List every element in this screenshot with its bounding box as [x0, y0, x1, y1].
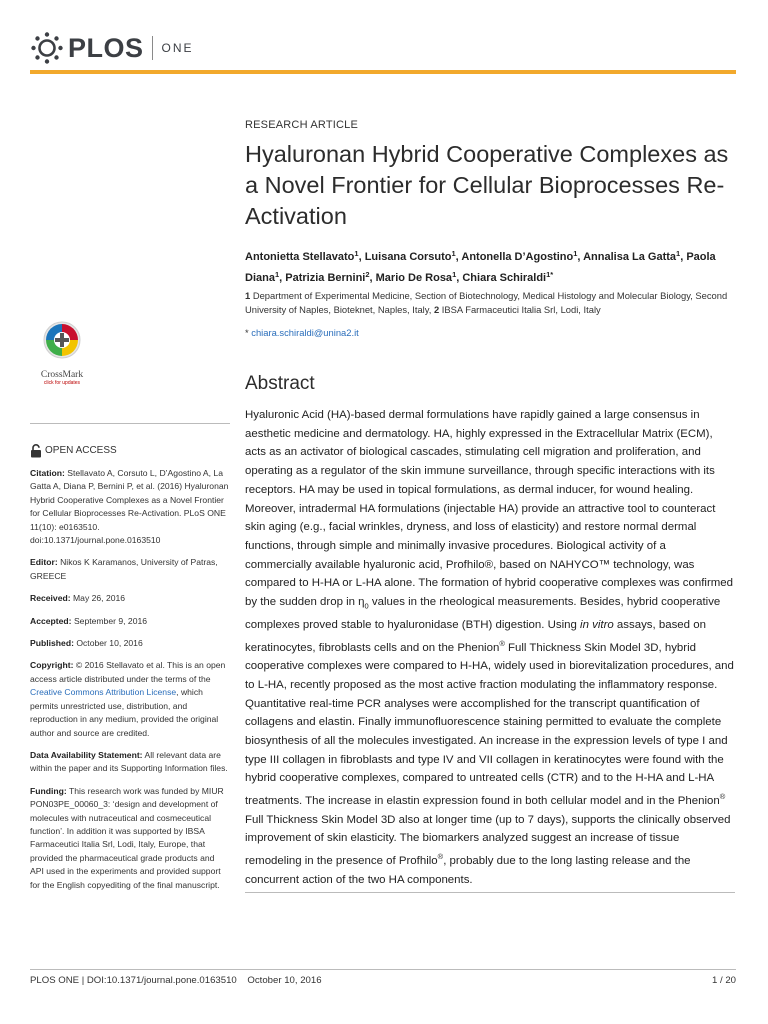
sidebar-metadata	[30, 444, 230, 901]
abstract-heading: Abstract	[245, 373, 315, 394]
abstract-fragment: 0	[364, 601, 369, 611]
sidebar-divider	[30, 423, 230, 424]
author-name: Mario De Rosa	[375, 272, 453, 284]
published-date: Published: October 10, 2016	[30, 638, 143, 649]
affiliation-number: 1	[245, 290, 251, 301]
abstract-fragment: ®	[719, 792, 726, 802]
crossmark-sublabel: click for updates	[43, 380, 81, 386]
author-name: Antonietta Stellavato	[245, 251, 355, 263]
affiliations	[245, 289, 740, 317]
editor: Editor: Nikos K Karamanos, University of Patras, GREECE	[30, 557, 218, 581]
abstract-fragment: values in the rheological measurements. Besides, hybrid cooperative complexes proved stable to hyaluronidase (BTH) digestion. Using	[245, 596, 721, 632]
funding: Funding: This research work was funded by MIUR PON03PE_00060_3: ‘design and development of molecules with nutraceutical and cosmeceutical function’. In addition it was supported by IBSA Farmaceutici Italia Srl, Lodi, Italy, Europe, that provided the pharmaceutical grade products and API used in the experiments and provided support for the English copyediting of the final manuscript.	[30, 785, 224, 890]
abstract-text	[245, 406, 735, 889]
crossmark-badge[interactable]	[34, 320, 90, 386]
corresponding-email	[245, 327, 359, 338]
article-type: RESEARCH ARTICLE	[245, 119, 359, 131]
author-affiliation-mark: 1*	[546, 270, 554, 279]
abstract-fragment: ®	[437, 852, 444, 862]
author-name: Luisana Corsuto	[364, 251, 452, 263]
plos-sun-icon	[30, 31, 64, 65]
citation: Citation: Stellavato A, Corsuto L, D’Agostino A, La Gatta A, Diana P, Bernini P, et al. (2016) Hyaluronan Hybrid Cooperative Complexes as a Novel Frontier for Cellular Bioprocesses Re-Activation. PLoS ONE 11(10): e0163510. doi:10.1371/journal.pone.0163510	[30, 468, 229, 546]
copyright: Copyright: © 2016 Stellavato et al. This is an open access article distributed under the terms of the Creative Commons Attribution License, which permits unrestricted use, distribution, and reproduction in any medium, provided the original author and source are credited.	[30, 660, 226, 738]
abstract-divider	[245, 892, 735, 893]
license-link[interactable]: Creative Commons Attribution License	[30, 687, 177, 698]
email-link[interactable]: chiara.schiraldi@unina2.it	[251, 327, 359, 338]
data-availability: Data Availability Statement: All relevant data are within the paper and its Supporting Information files.	[30, 749, 228, 774]
author-affiliation-mark: 1	[354, 249, 359, 258]
abstract-fragment: ®	[499, 638, 505, 648]
author-affiliation-mark: 1	[676, 249, 681, 258]
affiliation-text: Department of Experimental Medicine, Section of Biotechnology, Medical Histology and Molecular Biology, Second University of Naples, Bioteknet, Naples, Italy,	[245, 290, 728, 315]
received-date: Received: May 26, 2016	[30, 593, 126, 604]
author-affiliation-mark: 1	[573, 249, 578, 258]
header-rule	[30, 70, 736, 74]
author-affiliation-mark: 2	[365, 270, 370, 279]
author-affiliation-mark: 1	[451, 249, 456, 258]
corresponding-mark: *	[245, 327, 249, 338]
open-access-label: OPEN ACCESS	[45, 445, 117, 457]
plos-one-logo[interactable]	[30, 30, 194, 66]
logo-divider	[152, 36, 153, 60]
brand-name: PLOS	[68, 32, 144, 63]
abstract-fragment: Full Thickness Skin Model 3D, hybrid cooperative complexes were compared to H-HA, widely used in biorevitalization procedures, and to L-HA, recently proposed as the most active fraction modulating the inflammatory response. Quantitative real-time PCR analyses were accomplished for the transcript quantification of collagens and elastin. Finally immunofluorescence staining permitted to evaluate the complete biosynthesis of all the molecules investigated. An increase in the expression levels of type I and type III collagen in fibroblasts and type IV and VII collagen in keratinocytes were found with the hybrid cooperative complexes, compared to untreated cells (CTR) and to the H-HA and L-HA treatments. The increase in elastin expression found in both cellular model and in the Phenion	[245, 641, 734, 807]
abstract-fragment: in vitro	[580, 619, 614, 632]
affiliation-number: 2	[433, 304, 440, 315]
abstract-fragment: Hyaluronic Acid (HA)-based dermal formulations have rapidly gained a large consensus in aesthetic medicine and dermatology. HA, highly expressed in the Extracellular Matrix (ECM), acts as an activator of biological cascades, stimulating cell migration and proliferation, and operating as a regulator of the skin immune surveillance, through specific interactions with its receptors. HA may be used in topical formulations, as dermal inducer, for wound healing. Moreover, intradermal HA formulations (injectable HA) provide an attractive tool to counteract skin aging (e.g., facial wrinkles, dryness, and loss of elasticity) and restore normal dermal functions, through simple and minimally invasive procedures. Biological activity of a commercially available hyaluronic acid, Profhilo®, based on NAHYCO™ technology, was compared to H-HA or L-HA alone. The formation of hybrid cooperative complexes was confirmed by the sudden drop in η	[245, 409, 734, 609]
author-name: Chiara Schiraldi	[462, 272, 547, 284]
open-lock-icon	[30, 444, 42, 458]
author-list: Antonietta Stellavato$^1$, Luisana Corsuto$^1$, Antonella D’Agostino$^1$, Annalisa La Gatta$^1$, Paola Diana$^1$, Patrizia Bernini$^2$, Mario De Rosa$^1$, Chiara Schiraldi$^{1*}$	[245, 249, 716, 284]
author-name: Paola Diana	[245, 251, 716, 284]
open-access-badge	[30, 444, 230, 458]
crossmark-icon	[42, 320, 82, 364]
page-number: 1 / 20	[711, 975, 736, 986]
crossmark-label: CrossMark	[40, 370, 84, 380]
affiliation-text: IBSA Farmaceutici Italia Srl, Lodi, Italy	[439, 304, 601, 315]
footer-citation: PLOS ONE | DOI:10.1371/journal.pone.0163510 October 10, 2016	[30, 975, 322, 986]
journal-name: ONE	[161, 41, 194, 55]
article-title: Hyaluronan Hybrid Cooperative Complexes as a Novel Frontier for Cellular Bioprocesses Re-Activation	[245, 141, 729, 229]
author-name: Annalisa La Gatta	[583, 251, 677, 263]
author-name: Patrizia Bernini	[285, 272, 366, 284]
abstract-fragment: assays, based on keratinocytes, fibroblasts cells and on the Phenion	[245, 619, 706, 654]
accepted-date: Accepted: September 9, 2016	[30, 615, 148, 626]
author-affiliation-mark: 1	[274, 270, 280, 279]
footer-rule	[30, 969, 736, 970]
abstract-fragment: , probably due to the long lasting release and the concurrent action of the two HA components.	[245, 854, 691, 886]
author-affiliation-mark: 1	[452, 270, 457, 279]
author-name: Antonella D’Agostino	[461, 251, 574, 263]
abstract-fragment: Full Thickness Skin Model 3D also at longer time (up to 7 days), supports the clinically observed improvement of skin elasticity. The biomarkers analyzed suggest an increase of tissue remodeling in the presence of Profhilo	[245, 813, 731, 867]
